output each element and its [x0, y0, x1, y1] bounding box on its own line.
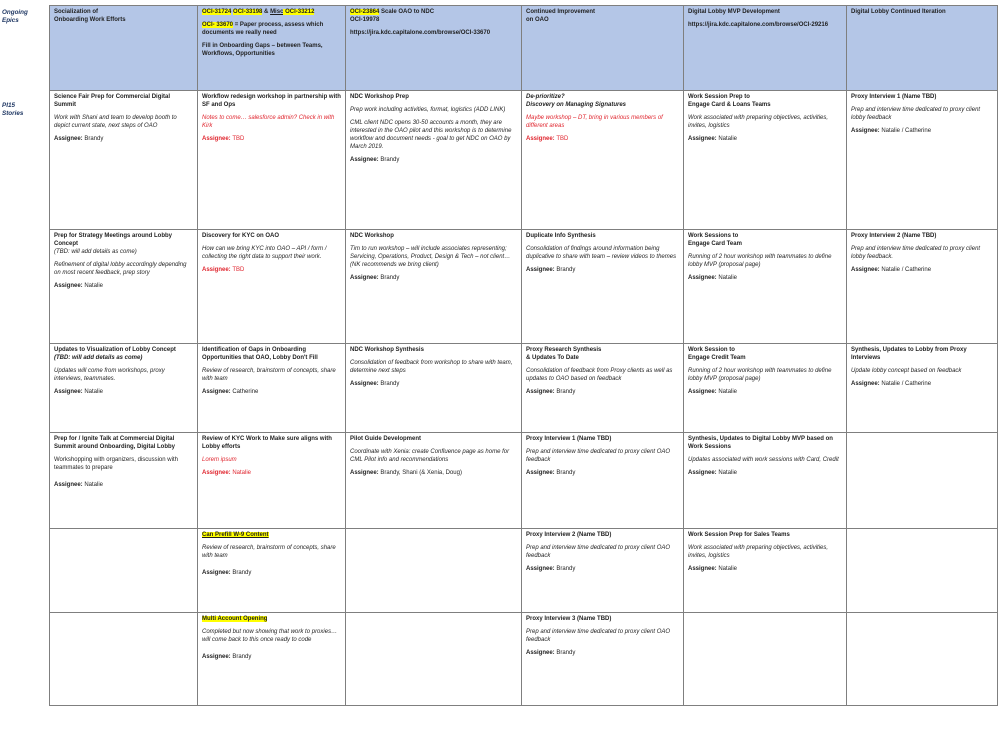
story-board-table [49, 5, 998, 706]
empty-cell [847, 529, 998, 613]
empty-cell [50, 613, 198, 706]
story-row-5 [50, 529, 998, 613]
empty-cell [346, 529, 522, 613]
story-card[interactable]: Proxy Interview 1 (Name TBD) Prep and interview time dedicated to proxy client OAO feedback Assignee: Brandy [522, 433, 684, 529]
empty-cell [847, 613, 998, 706]
story-card[interactable]: NDC Workshop Tim to run workshop – will include associates representing; Servicing, Operations, Product, Design & Tech – not client…(NK recommends we bring client) Assignee: Brandy [346, 230, 522, 344]
jira-link[interactable]: https://jira.kdc.capitalone.com/browse/OCI-33670 [350, 30, 491, 36]
epic-title: Digital Lobby MVP Development [688, 9, 780, 15]
epic-cell-6 [847, 6, 998, 91]
story-card[interactable]: Multi Account Opening Completed but now showing that work to proxies… will come back to this once ready to code Assignee: Brandy [198, 613, 346, 706]
jira-tag[interactable]: OCI-31724 [202, 9, 232, 15]
story-row-3 [50, 344, 998, 433]
epic-cell-5 [684, 6, 847, 91]
story-card[interactable]: Discovery for KYC on OAO How can we bring KYC into OAO – API / form / collecting the right data to support their work. Assignee: TBD [198, 230, 346, 344]
story-card[interactable]: NDC Workshop Synthesis Consolidation of feedback from workshop to share with team, determine next steps Assignee: Brandy [346, 344, 522, 433]
empty-cell [346, 613, 522, 706]
story-card[interactable]: Synthesis, Updates to Lobby from Proxy Interviews Update lobby concept based on feedback Assignee: Natalie / Catherine [847, 344, 998, 433]
story-card[interactable]: Updates to Visualization of Lobby Concept (TBD: will add details as come) Updates will come from workshops, proxy interviews, teammates. Assignee: Natalie [50, 344, 198, 433]
story-card[interactable]: Workflow redesign workshop in partnership with SF and Ops Notes to come… salesforce admin? Check in with Kirk Assignee: TBD [198, 91, 346, 230]
story-card[interactable]: Science Fair Prep for Commercial Digital Summit Work with Shani and team to develop booth to depict current state, next steps of OAO Assignee: Brandy [50, 91, 198, 230]
story-card[interactable]: Work Sessions to Engage Card Team Running of 2 hour workshop with teammates to define lobby MVP (proposal page) Assignee: Natalie [684, 230, 847, 344]
story-card[interactable]: Identification of Gaps in Onboarding Opportunities that OAO, Lobby Don't Fill Review of research, brainstorm of concepts, share with team Assignee: Catherine [198, 344, 346, 433]
epic-title: Continued Improvement on OAO [526, 9, 596, 23]
story-card[interactable]: Duplicate Info Synthesis Consolidation of findings around information being duplicative to share with team – review videos to themes Assignee: Brandy [522, 230, 684, 344]
story-card[interactable]: Proxy Interview 2 (Name TBD) Prep and interview time dedicated to proxy client lobby feedback. Assignee: Natalie / Catherine [847, 230, 998, 344]
story-row-6 [50, 613, 998, 706]
epic-cell-2: OCI-31724 OCI-33198 & Misc OCI-33212 OCI- 33670 = Paper process, assess which documents we really need Fill in Onboarding Gaps – between Teams, Workflows, Opportunities [198, 6, 346, 91]
story-card[interactable]: Work Session Prep for Sales Teams Work associated with preparing objectives, activities, invites, logistics Assignee: Natalie [684, 529, 847, 613]
story-row-2 [50, 230, 998, 344]
story-card[interactable]: Proxy Interview 1 (Name TBD) Prep and interview time dedicated to proxy client lobby feedback Assignee: Natalie / Catherine [847, 91, 998, 230]
empty-cell [50, 529, 198, 613]
story-card[interactable]: Proxy Interview 3 (Name TBD) Prep and interview time dedicated to proxy client OAO feedback Assignee: Brandy [522, 613, 684, 706]
story-card[interactable]: Work Session Prep to Engage Card & Loans Teams Work associated with preparing objectives, activities, invites, logistics Assignee: Natalie [684, 91, 847, 230]
row-label-stories: PI15 Stories [2, 102, 24, 117]
story-card[interactable]: Prep for / Ignite Talk at Commercial Digital Summit around Onboarding, Digital Lobby Workshopping with organizers, discussion with teammates to prepare Assignee: Natalie [50, 433, 198, 529]
story-card[interactable]: NDC Workshop Prep Prep work including activities, format, logistics (ADD LINK) CML client NDC opens 30-50 accounts a month, they are interested in the OAO pilot and this workshop is to determine workflow and document needs - goal to get NDC on OAO by March 2019. Assignee: Brandy [346, 91, 522, 230]
epic-cell-4 [522, 6, 684, 91]
story-row-4 [50, 433, 998, 529]
epic-desc: Fill in Onboarding Gaps – between Teams, Workflows, Opportunities [202, 43, 323, 57]
jira-tag[interactable]: OCI- 33670 [202, 22, 234, 28]
epics-row [50, 6, 998, 91]
story-card[interactable]: Pilot Guide Development Coordinate with Xenia: create Confluence page as home for CML Pilot info and recommendations Assignee: Brandy, Shani (& Xenia, Doug) [346, 433, 522, 529]
story-row-1 [50, 91, 998, 230]
jira-tag[interactable]: OCI-23864 [350, 9, 380, 15]
epic-cell-3: OCI-23864 Scale OAO to NDC OCI-19978 https://jira.kdc.capitalone.com/browse/OCI-33670 [346, 6, 522, 91]
story-card[interactable]: Work Session to Engage Credit Team Running of 2 hour workshop with teammates to define lobby MVP (proposal page) Assignee: Natalie [684, 344, 847, 433]
story-card[interactable]: De-prioritize? Discovery on Managing Signatures Maybe workshop – DT, bring in various members of different areas Assignee: TBD [522, 91, 684, 230]
row-label-epics: Ongoing Epics [2, 9, 28, 24]
empty-cell [684, 613, 847, 706]
epic-title: Socialization of Onboarding Work Efforts [54, 9, 126, 23]
story-card[interactable]: Prep for Strategy Meetings around Lobby Concept (TBD: will add details as come) Refinement of digital lobby accordingly depending on most recent feedback, prep story Assignee: Natalie [50, 230, 198, 344]
story-card[interactable]: Review of KYC Work to Make sure aligns with Lobby efforts Lorem ipsum Assignee: Natalie [198, 433, 346, 529]
jira-tag[interactable]: OCI-33198 [233, 9, 263, 15]
story-card[interactable]: Can Prefill W-9 Content Review of research, brainstorm of concepts, share with team Assignee: Brandy [198, 529, 346, 613]
jira-tag[interactable]: OCI-33212 [283, 9, 315, 15]
story-card[interactable]: Proxy Research Synthesis & Updates To Date Consolidation of feedback from Proxy clients as well as updates to OAO based on feedback Assignee: Brandy [522, 344, 684, 433]
story-card[interactable]: Synthesis, Updates to Digital Lobby MVP based on Work Sessions Updates associated with work sessions with Card, Credit Assignee: Natalie [684, 433, 847, 529]
story-card[interactable]: Proxy Interview 2 (Name TBD) Prep and interview time dedicated to proxy client OAO feedback Assignee: Brandy [522, 529, 684, 613]
epic-title: Digital Lobby Continued Iteration [851, 9, 946, 15]
empty-cell [847, 433, 998, 529]
epic-cell-1 [50, 6, 198, 91]
jira-link[interactable]: https://jira.kdc.capitalone.com/browse/OCI-29216 [688, 22, 829, 28]
